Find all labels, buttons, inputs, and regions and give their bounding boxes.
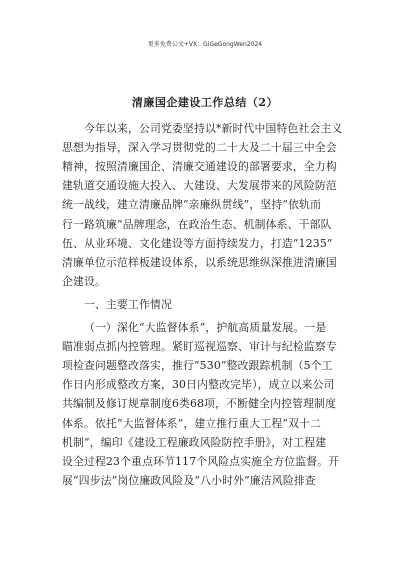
paragraph-line: 统一战线，建立清廉品牌“亲廉纵贯线”，坚持“依轨而 [62,198,322,211]
paragraph-line: 机制”，编印《建设工程廉政风险防控手册》，对工程建 [62,436,327,449]
paragraph-line: 设全过程23个重点环节117个风险点实施全方位监督。开 [62,455,340,468]
paragraph-line: 体系。依托“大监督体系”，建立推行重大工程“双十二 [62,417,322,430]
paragraph-line: 思想为指导，深入学习贯彻党的二十大及二十届三中全会 [62,141,337,154]
paragraph-line: 清廉单位示范样板建设体系，以系统思维纵深推进清廉国 [62,256,337,269]
paragraph-line: 今年以来，公司党委坚持以*新时代中国特色社会主义 [84,122,343,135]
paragraph-line: 共编制及修订规章制度6类68项，不断健全内控管理制度 [62,397,337,410]
paragraph-line: 行一路筑廉”品牌理念，在政治生态、机制体系、干部队 [62,218,332,231]
header-note: 更多免费公文+VX：GiGeGongWen2024 [147,41,263,48]
paragraph-line: 企建设。 [62,275,106,288]
paragraph-line: （一）深化“大监督体系”，护航高质量发展。一是 [84,321,327,334]
paragraph-line: 瞄准弱点抓内控管理。紧盯巡视巡察、审计与纪检监察专 [62,340,337,353]
paragraph-line: 展“四步法”岗位廉政风险及“八小时外”廉洁风险排查 [62,474,316,487]
paragraph-line: 项检查问题整改落实，推行“530”整改跟踪机制（5个工 [62,359,333,372]
paragraph-line: 作日内形成整改方案，30日内整改完毕），成立以来公司 [62,378,335,391]
paragraph-line: 建轨道交通设施大投入、大建设、大发展带来的风险防范 [62,179,337,192]
paragraph-line: 精神，按照清廉国企、清廉交通建设的部署要求，全力构 [62,160,337,173]
paragraph-line: 伍、从业环境、文化建设等方面持续发力，打造“1235” [62,237,333,250]
document-title: 清廉国企建设工作总结（2） [131,96,279,109]
section-heading: 一、主要工作情况 [84,298,172,311]
